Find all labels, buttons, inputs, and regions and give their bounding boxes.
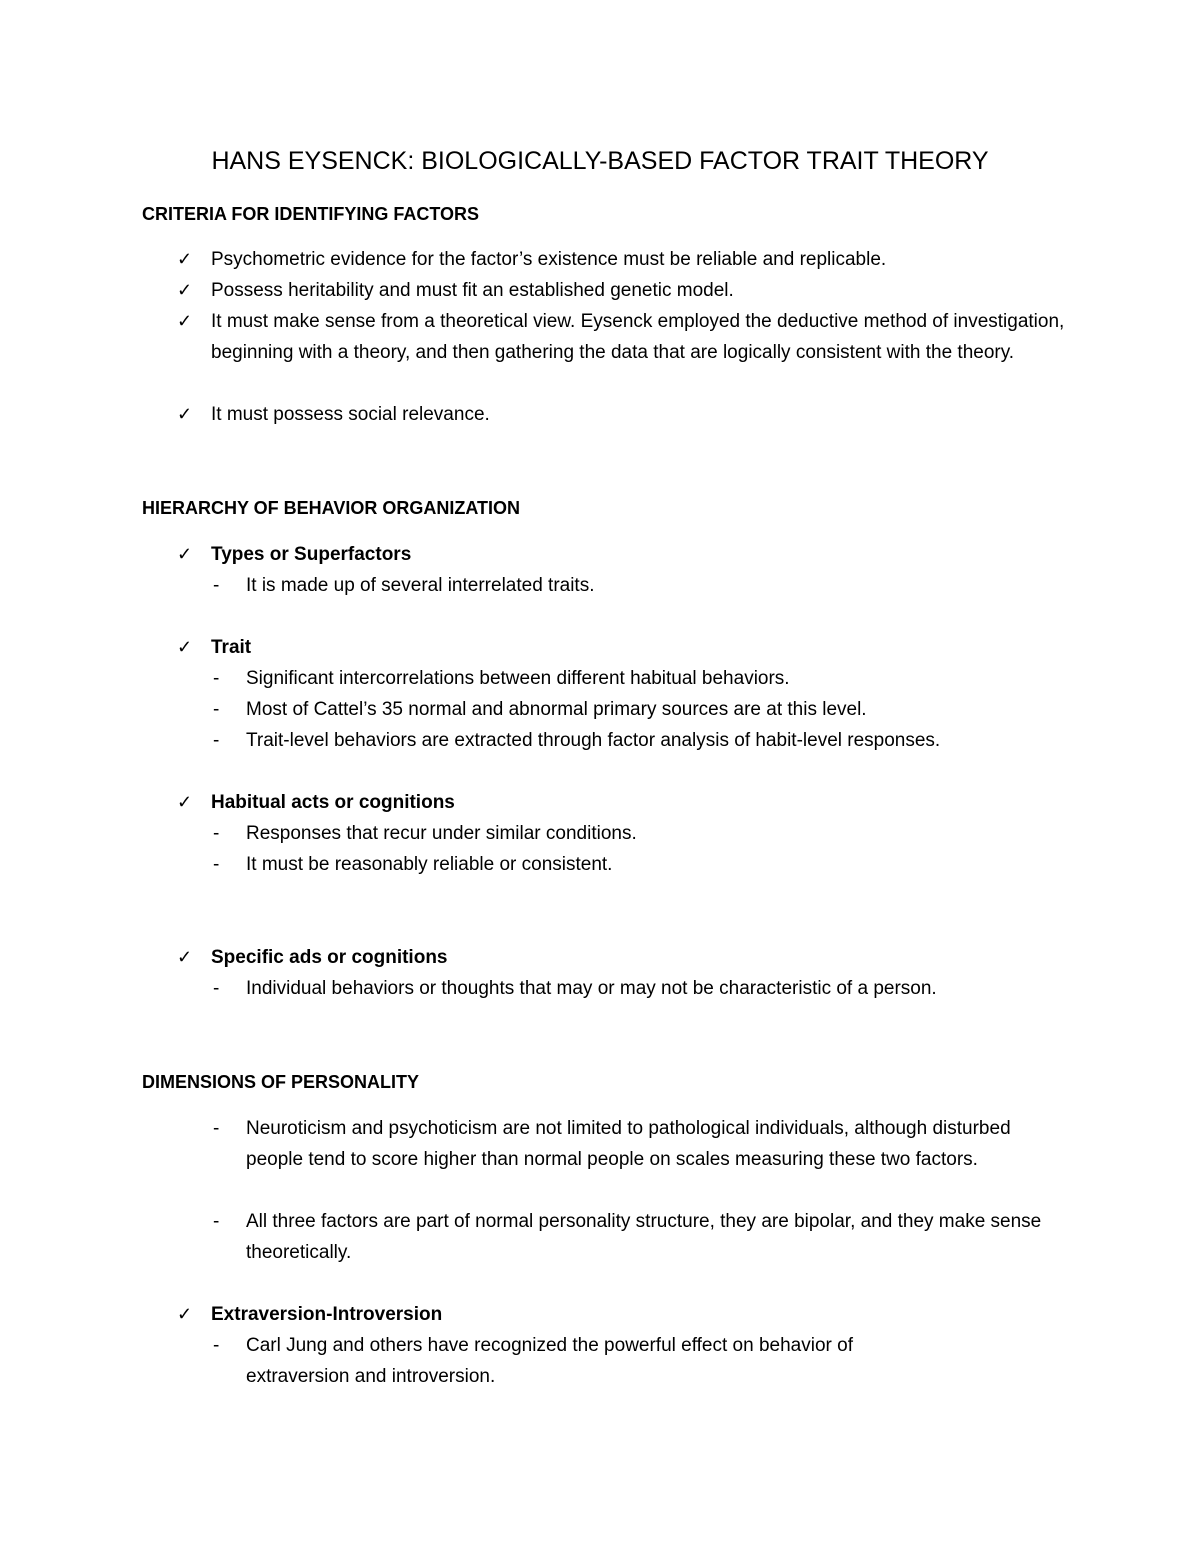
section-heading-hierarchy: HIERARCHY OF BEHAVIOR ORGANIZATION (142, 498, 521, 518)
section-heading-criteria: CRITERIA FOR IDENTIFYING FACTORS (142, 204, 480, 224)
dash-icon: - (213, 1211, 220, 1232)
checkmark-icon: ✓ (177, 311, 193, 331)
checkmark-icon: ✓ (177, 637, 193, 657)
list-item-text: Significant intercorrelations between different habitual behaviors. (246, 668, 790, 689)
list-item-text: Possess heritability and must fit an established genetic model. (211, 280, 734, 301)
dash-icon: - (213, 575, 220, 596)
checkmark-icon: ✓ (177, 1304, 193, 1324)
group-label: Habitual acts or cognitions (211, 792, 455, 813)
group-label: Specific ads or cognitions (211, 947, 448, 968)
checkmark-icon: ✓ (177, 249, 193, 269)
group-label: Trait (211, 637, 252, 658)
checkmark-icon: ✓ (177, 404, 193, 424)
dash-icon: - (213, 1335, 220, 1356)
dash-icon: - (213, 1118, 220, 1139)
list-item-text: It is made up of several interrelated traits. (246, 575, 595, 596)
dash-icon: - (213, 978, 220, 999)
list-item-text: Psychometric evidence for the factor’s existence must be reliable and replicable. (211, 249, 887, 270)
list-item-text: Neuroticism and psychoticism are not limited to pathological individuals, although disturbed people tend to score higher than normal people on scales measuring these two factors. (246, 1118, 1011, 1170)
dash-icon: - (213, 854, 220, 875)
checkmark-icon: ✓ (177, 544, 193, 564)
list-item-text: All three factors are part of normal personality structure, they are bipolar, and they make sense theoretically. (246, 1211, 1042, 1263)
list-item-text: Responses that recur under similar conditions. (246, 823, 637, 844)
list-item-text: It must possess social relevance. (211, 404, 490, 425)
checkmark-icon: ✓ (177, 280, 193, 300)
list-item-text: Individual behaviors or thoughts that may or may not be characteristic of a person. (246, 978, 937, 999)
section-heading-dimensions: DIMENSIONS OF PERSONALITY (142, 1072, 420, 1092)
list-item-text: Carl Jung and others have recognized the powerful effect on behavior of extraversion and introversion. (246, 1335, 853, 1387)
list-item-text: Most of Cattel’s 35 normal and abnormal primary sources are at this level. (246, 699, 867, 720)
dash-icon: - (213, 730, 220, 751)
group-label: Types or Superfactors (211, 544, 412, 565)
list-item-text: It must be reasonably reliable or consistent. (246, 854, 613, 875)
list-item-text: It must make sense from a theoretical view. Eysenck employed the deductive method of investigation, beginning with a theory, and then gathering the data that are logically consistent with the theory. (211, 311, 1065, 363)
dash-icon: - (213, 823, 220, 844)
dash-icon: - (213, 699, 220, 720)
list-item-text: Trait-level behaviors are extracted through factor analysis of habit-level responses. (246, 730, 941, 751)
dash-icon: - (213, 668, 220, 689)
checkmark-icon: ✓ (177, 947, 193, 967)
checkmark-icon: ✓ (177, 792, 193, 812)
group-label: Extraversion-Introversion (211, 1304, 443, 1325)
document-title: HANS EYSENCK: BIOLOGICALLY-BASED FACTOR TRAIT THEORY (211, 147, 989, 175)
